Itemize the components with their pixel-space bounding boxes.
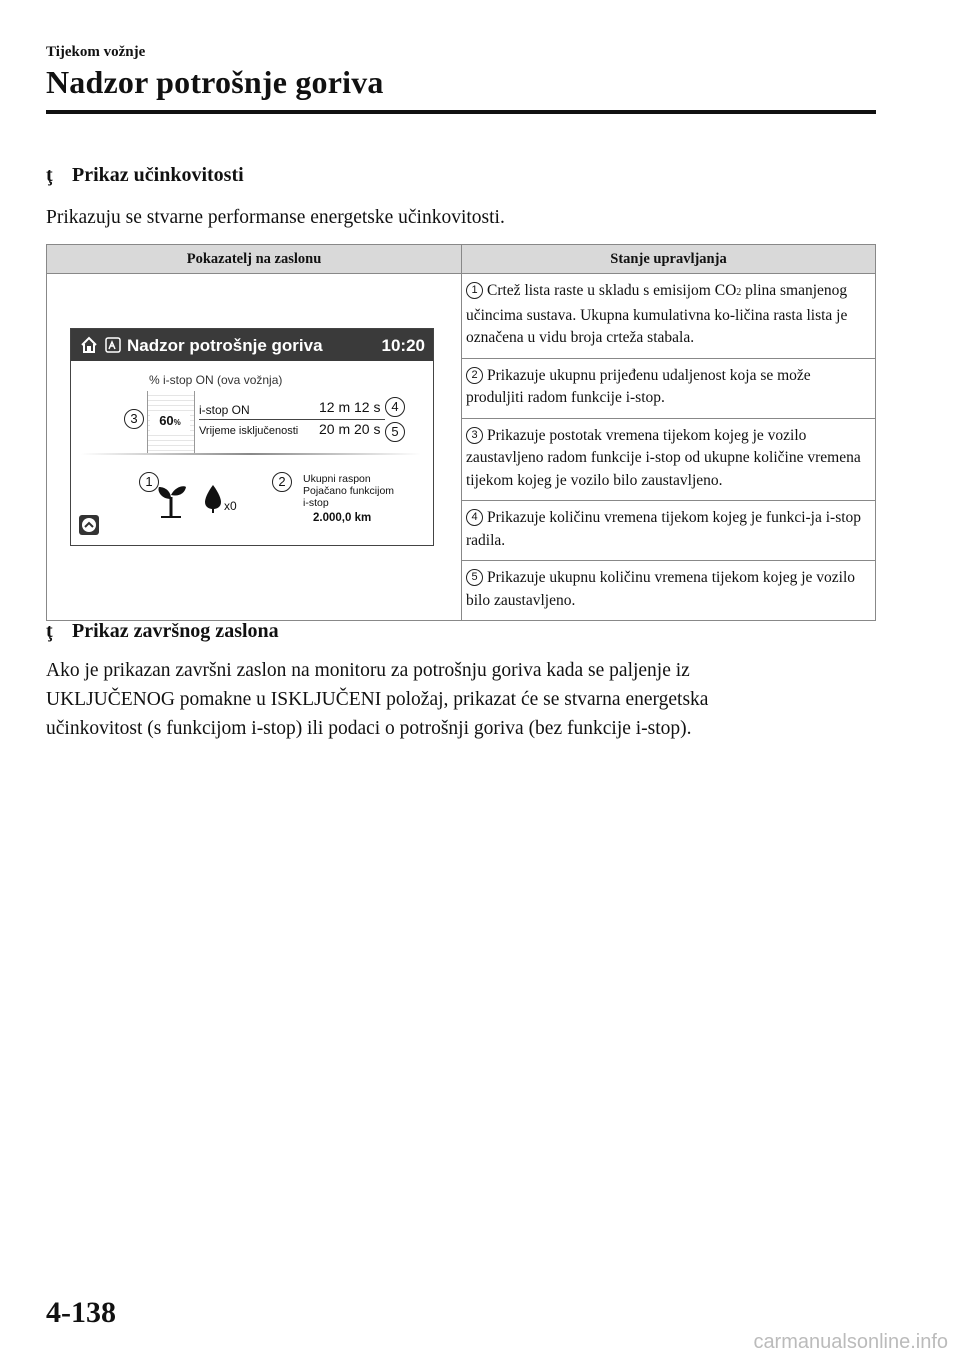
desc-row-3 xyxy=(462,418,876,501)
fuel-monitor-screen xyxy=(70,328,434,546)
title-rule xyxy=(46,110,876,114)
off-time-label: Vrijeme isključenosti xyxy=(199,425,299,437)
col-header-state: Stanje upravljanja xyxy=(462,245,876,274)
desc-text: Crtež lista raste u skladu s emisijom CO xyxy=(487,282,737,299)
callout-num: 3 xyxy=(466,427,483,444)
desc-text: Prikazuje ukupnu količinu vremena tijekom kojeg je vozilo bilo zaustavljeno. xyxy=(466,569,856,609)
tree-icon xyxy=(204,483,222,518)
callout-5: 5 xyxy=(385,422,405,442)
bullet-icon: ţ xyxy=(46,164,53,186)
gauge-unit: % xyxy=(173,418,181,427)
final-screen-paragraph: Ako je prikazan završni zaslon na monitoru za potrošnju goriva kada se paljenje iz UKLJUČENOG pomakne u ISKLJUČENI položaj, prikazat će se stvarna energetska učinkovitost (s funkcijom i-stop) ili podaci o potrošnji goriva (bez funkcije i-stop). xyxy=(46,660,709,739)
subheading-text: Prikaz završnog zaslona xyxy=(72,620,279,642)
off-time-value: 20 m 20 s xyxy=(319,421,381,437)
istop-on-label: i-stop ON xyxy=(199,403,250,417)
desc-text-cont: plina smanjenog učincima sustava. Ukupna kumulativna ko-ličina rasta lista je označena u vidu broja crteža stabala. xyxy=(466,282,848,346)
range-label-3: i-stop xyxy=(303,497,329,509)
bullet-icon: ţ xyxy=(46,620,53,642)
col-header-indicator: Pokazatelj na zaslonu xyxy=(47,245,462,274)
intro-paragraph: Prikazuju se stvarne performanse energetske učinkovitosti. xyxy=(46,207,505,228)
gauge-value: 60 xyxy=(159,413,174,428)
subheading-text: Prikaz učinkovitosti xyxy=(72,164,244,186)
section-divider xyxy=(81,453,421,455)
callout-num: 4 xyxy=(466,509,483,526)
page-title: Nadzor potrošnje goriva xyxy=(46,64,384,100)
callout-3: 3 xyxy=(124,409,144,429)
watermark: carmanualsonline.info xyxy=(753,1331,948,1353)
tree-count: x0 xyxy=(224,499,237,513)
istop-divider xyxy=(199,419,385,420)
chevron-up-icon xyxy=(81,517,97,538)
app-icon xyxy=(105,337,121,358)
desc-row-4 xyxy=(462,501,876,561)
collapse-button[interactable] xyxy=(79,515,99,535)
subheading-efficiency xyxy=(46,164,244,187)
istop-gauge xyxy=(147,391,195,453)
page-number: 4-138 xyxy=(46,1296,116,1329)
callout-num: 5 xyxy=(466,569,483,586)
screen-title: Nadzor potrošnje goriva xyxy=(127,336,323,355)
desc-row-1 xyxy=(462,274,876,359)
desc-text: Prikazuje postotak vremena tijekom kojeg je vozilo zaustavljeno radom funkcije i-stop od ukupne količine vremena tijekom kojeg je vozilo bilo zaustavljeno. xyxy=(466,426,861,489)
screen-subtitle: % i-stop ON (ova vožnja) xyxy=(149,373,283,387)
desc-row-5 xyxy=(462,561,876,621)
desc-text: Prikazuje količinu vremena tijekom kojeg je funkci-ja i-stop radila. xyxy=(466,509,862,549)
screen-header xyxy=(71,329,433,361)
callout-4: 4 xyxy=(385,397,405,417)
range-value: 2.000,0 km xyxy=(313,512,372,524)
istop-on-time: 12 m 12 s xyxy=(319,399,381,415)
leaf-icon xyxy=(153,479,189,524)
callout-num: 2 xyxy=(466,367,483,384)
desc-text: Prikazuje ukupnu prijeđenu udaljenost koja se može produljiti radom funkcije i-stop. xyxy=(466,366,811,406)
callout-num: 1 xyxy=(466,282,483,299)
callout-1: 1 xyxy=(139,472,159,492)
range-label-1: Ukupni raspon xyxy=(303,473,371,485)
subheading-final-screen xyxy=(46,620,279,643)
section-label: Tijekom vožnje xyxy=(46,44,146,60)
subscript: 2 xyxy=(736,287,742,298)
range-label-2: Pojačano funkcijom xyxy=(303,485,395,497)
screen-clock: 10:20 xyxy=(381,336,425,355)
home-icon xyxy=(80,336,98,359)
callout-2: 2 xyxy=(272,472,292,492)
desc-row-2 xyxy=(462,358,876,418)
